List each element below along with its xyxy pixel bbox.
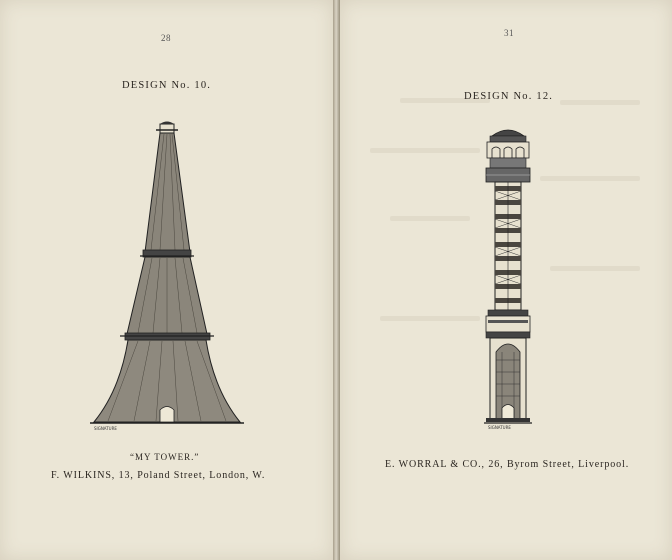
page-number: 31 [504, 28, 514, 38]
svg-text:SIGNATURE: SIGNATURE [488, 425, 511, 430]
tower-illustration-icon [340, 0, 672, 440]
design-title: DESIGN No. 12. [464, 91, 554, 102]
design-caption: “MY TOWER.” [130, 452, 200, 462]
designer-address: F. WILKINS, 13, Poland Street, London, W. [51, 470, 266, 481]
page-number: 28 [161, 33, 171, 43]
book-gutter [333, 0, 340, 560]
left-page [0, 0, 333, 560]
design-title: DESIGN No. 10. [122, 80, 212, 91]
designer-address: E. WORRAL & CO., 26, Byrom Street, Liverpool. [385, 459, 630, 470]
tower-illustration-icon [0, 0, 333, 440]
right-page [340, 0, 672, 560]
svg-text:SIGNATURE: SIGNATURE [94, 426, 117, 431]
